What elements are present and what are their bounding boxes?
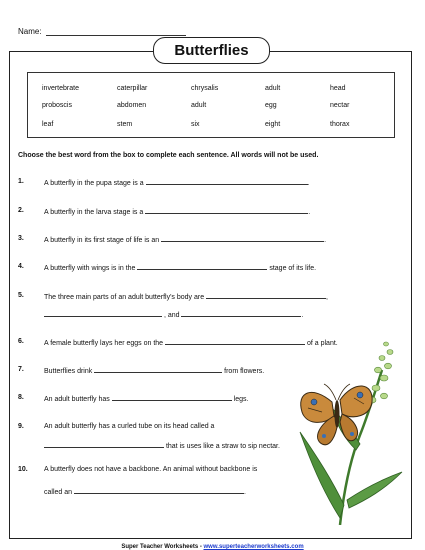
footer-link[interactable]: www.superteacherworksheets.com [203, 544, 304, 550]
answer-blank[interactable] [74, 487, 244, 494]
answer-blank[interactable] [137, 263, 267, 270]
footer: Super Teacher Worksheets - www.superteacherworksheets.com [121, 544, 304, 550]
question-number: 2. [18, 207, 24, 214]
question-number: 8. [18, 394, 24, 401]
instructions: Choose the best word from the box to complete each sentence. All words will not be used. [18, 152, 319, 159]
answer-blank[interactable] [44, 310, 162, 317]
question-text: A butterfly in the larva stage is a . [44, 209, 311, 216]
word-bank-item: nectar [330, 102, 350, 109]
answer-blank[interactable] [206, 292, 326, 299]
answer-blank[interactable] [145, 207, 308, 214]
answer-blank[interactable] [181, 310, 301, 317]
question-number: 5. [18, 292, 24, 299]
question-text-continued: that is uses like a straw to sip nectar. [44, 441, 280, 450]
answer-blank[interactable] [112, 394, 232, 401]
question-number: 10. [18, 466, 28, 473]
word-bank-item: proboscis [42, 102, 72, 109]
page-title: Butterflies [153, 37, 270, 64]
question-text: An adult butterfly has a curled tube on its head called a [44, 423, 215, 430]
answer-blank[interactable] [161, 235, 324, 242]
word-bank-item: abdomen [117, 102, 147, 109]
word-bank-item: adult [191, 102, 207, 109]
word-bank-item: head [330, 85, 346, 92]
question-text-continued: called an . [44, 489, 246, 496]
word-bank-item: invertebrate [42, 85, 79, 92]
word-bank-item: caterpillar [117, 85, 148, 92]
answer-blank[interactable] [146, 178, 308, 185]
question-number: 3. [18, 235, 24, 242]
butterfly-icon [301, 384, 372, 445]
question-text: A butterfly in its first stage of life is an . [44, 237, 327, 244]
question-text: A butterfly does not have a backbone. An animal without backbone is [44, 466, 258, 473]
word-bank-item: thorax [330, 121, 350, 128]
question-text: A butterfly with wings is in the stage of its life. [44, 265, 317, 272]
answer-blank[interactable] [94, 366, 222, 373]
name-blank[interactable] [46, 27, 186, 36]
word-bank-item: stem [117, 121, 133, 128]
question-number: 7. [18, 366, 24, 373]
question-number: 4. [18, 263, 24, 270]
question-number: 6. [18, 338, 24, 345]
name-label: Name: [18, 27, 42, 36]
answer-blank[interactable] [165, 338, 305, 345]
name-row [18, 27, 186, 36]
question-number: 1. [18, 178, 24, 185]
question-text: A butterfly in the pupa stage is a . [44, 180, 310, 187]
question-text-continued: , and . [44, 310, 303, 319]
question-text: A female butterfly lays her eggs on the of a plant. [44, 340, 338, 347]
answer-blank[interactable] [44, 441, 164, 448]
butterfly-illustration [292, 340, 410, 525]
word-bank-item: eight [265, 121, 281, 128]
question-number: 9. [18, 423, 24, 430]
question-text: Butterflies drink from flowers. [44, 368, 265, 375]
word-bank-item: leaf [42, 121, 54, 128]
footer-brand: Super Teacher Worksheets [121, 544, 199, 550]
word-bank-box [27, 72, 395, 138]
question-text: An adult butterfly has legs. [44, 396, 249, 403]
word-bank-item: six [191, 121, 200, 128]
question-text: The three main parts of an adult butterfly's body are , [44, 294, 328, 301]
word-bank-item: adult [265, 85, 281, 92]
word-bank-item: chrysalis [191, 85, 219, 92]
word-bank-item: egg [265, 102, 277, 109]
